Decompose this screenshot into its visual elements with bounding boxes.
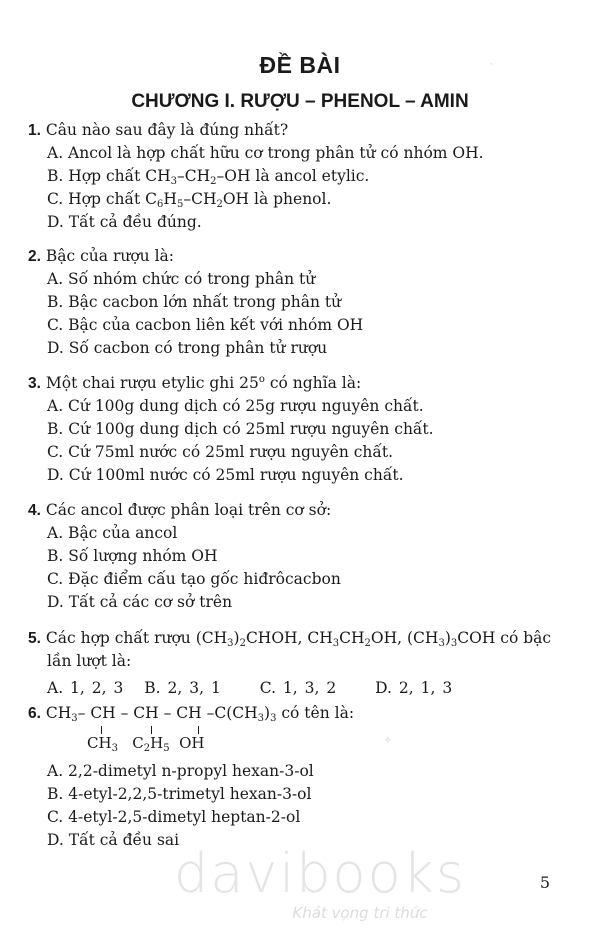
option-a: A. 2,2-dimetyl n-propyl hexan-3-ol (47, 762, 314, 780)
question-5-stem-continued: lần lượt là: (47, 652, 132, 670)
option-b: B. Hợp chất $CH_3-CH_2-OH$ là ancol etylic. (47, 167, 370, 187)
option-b: B. Bậc cacbon lớn nhất trong phân tử (47, 293, 342, 311)
question-5-stem: 5. Các hợp chất rượu $(CH_3)_2CHOH$, $CH_3CH_2OH$, $(CH_3)_3COH$ có bậc (28, 629, 552, 649)
bond-line (198, 726, 199, 734)
question-3-stem: 3. Một chai rượu etylic ghi 25$^o$ có nghĩa là: (28, 374, 362, 392)
question-number: 3. (28, 375, 41, 392)
question-4-stem: 4. Các ancol được phân loại trên cơ sở: (28, 501, 332, 519)
pink-ink-mark: · (490, 60, 493, 70)
option-b: B. 2, 3, 1 (144, 679, 221, 697)
option-c: C. Cứ 75ml nước có 25ml rượu nguyên chất. (47, 443, 394, 461)
question-5 (28, 627, 568, 700)
question-number: 5. (28, 630, 41, 647)
option-b: B. Số lượng nhóm OH (47, 547, 218, 565)
option-a: A. Bậc của ancol (47, 524, 178, 542)
chapter-heading: CHƯƠNG I. RƯỢU – PHENOL – AMIN (131, 91, 469, 112)
structural-formula-main-chain: 6. $CH_3-$ CH – CH – CH $-C(CH_3)_3$ có tên là: (28, 704, 355, 724)
option-d: D. 2, 1, 3 (375, 679, 453, 697)
option-a: A. Ancol là hợp chất hữu cơ trong phân tử có nhóm OH. (47, 144, 484, 162)
option-d: D. Số cacbon có trong phân tử rượu (47, 339, 328, 357)
option-c: C. Hợp chất $C_6H_5-CH_2OH$ là phenol. (47, 190, 332, 210)
option-c: C. Đặc điểm cấu tạo gốc hiđrôcacbon (47, 570, 341, 588)
option-c: C. Bậc của cacbon liên kết với nhóm OH (47, 316, 364, 334)
bond-line (151, 726, 152, 734)
bond-line (101, 726, 102, 734)
question-1 (28, 119, 568, 234)
option-b: B. 4-etyl-2,2,5-trimetyl hexan-3-ol (47, 785, 312, 803)
question-number: 1. (28, 122, 41, 139)
question-4 (28, 499, 568, 614)
option-c: C. 1, 3, 2 (259, 679, 337, 697)
option-c: C. 4-etyl-2,5-dimetyl heptan-2-ol (47, 808, 301, 826)
question-6-formula (28, 704, 568, 756)
question-6-options (28, 760, 568, 852)
structural-formula-branches: $CH_3$ $C_2H_5$ OH (87, 734, 205, 754)
page-title: ĐỀ BÀI (259, 52, 341, 78)
watermark-logo: davibooks (173, 842, 467, 905)
question-number: 2. (28, 248, 41, 265)
question-2-stem: 2. Bậc của rượu là: (28, 247, 174, 265)
question-1-stem: 1. Câu nào sau đây là đúng nhất? (28, 121, 289, 139)
option-d: D. Tất cả các cơ sở trên (47, 593, 233, 611)
option-a: A. Cứ 100g dung dịch có 25g rượu nguyên chất. (47, 397, 424, 415)
pink-ink-mark: ✧ (384, 736, 392, 746)
question-number: 6. (28, 705, 41, 722)
question-3 (28, 372, 568, 487)
option-row (47, 677, 568, 700)
option-d: D. Cứ 100ml nước có 25ml rượu nguyên chất. (47, 466, 404, 484)
question-number: 4. (28, 502, 41, 519)
option-b: B. Cứ 100g dung dịch có 25ml rượu nguyên chất. (47, 420, 434, 438)
page-number: 5 (539, 873, 550, 892)
option-a: A. Số nhóm chức có trong phân tử (47, 270, 316, 288)
option-a: A. 1, 2, 3 (47, 679, 124, 697)
watermark-tagline: Khát vọng tri thức (292, 904, 428, 922)
option-d: D. Tất cả đều đúng. (47, 213, 202, 231)
option-d: D. Tất cả đều sai (47, 831, 180, 849)
question-2 (28, 245, 568, 360)
